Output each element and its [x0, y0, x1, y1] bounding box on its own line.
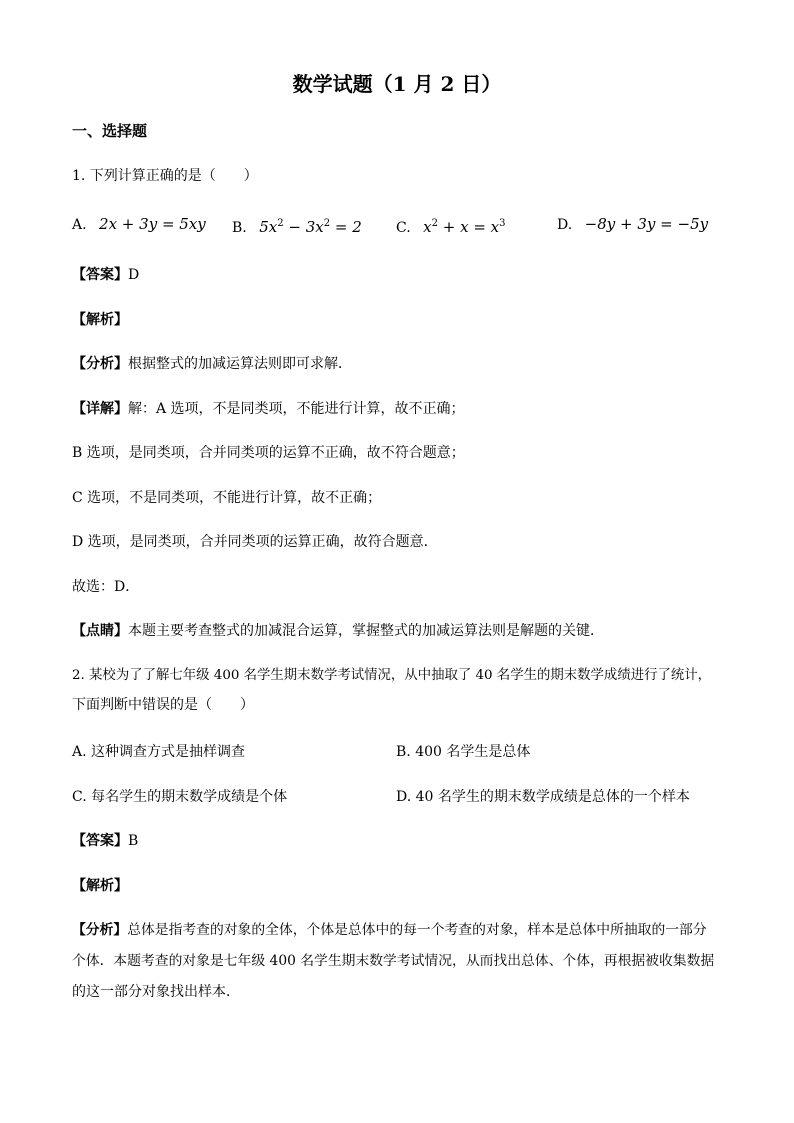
question-2-stem-line-1: 2. 某校为了了解七年级 400 名学生期末数学考试情况，从中抽取了 40 名学生的期末数学成绩进行了统计，: [72, 668, 712, 683]
q2-option-d: D. 40 名学生的期末数学成绩是总体的一个样本: [396, 789, 690, 805]
q1-option-d-math: −8y + 3y = −5y: [584, 215, 709, 233]
q1-fenxi-text: 根据整式的加减运算法则即可求解．: [128, 356, 352, 372]
q1-detail-c: C 选项，不是同类项，不能进行计算，故不正确；: [72, 490, 382, 506]
q2-option-b: B. 400 名学生是总体: [396, 744, 531, 760]
q1-xiangjie: [72, 399, 465, 419]
q1-detail-b: B 选项，是同类项，合并同类项的运算不正确，故不符合题意；: [72, 445, 465, 461]
q2-fenxi-line-3: 的这一部分对象找出样本．: [72, 984, 240, 1000]
q1-option-d: [557, 214, 708, 235]
q2-fenxi-tag: 【分析】: [72, 922, 128, 938]
q2-answer: [72, 831, 138, 851]
q1-option-b-math: $5x^2 - 3x^2 = 2$: [259, 218, 362, 236]
q1-answer-tag: 【答案】: [72, 267, 128, 283]
q2-answer-value: B: [128, 833, 139, 849]
q1-answer: [72, 265, 139, 285]
q1-option-c: [396, 214, 506, 238]
section-heading: 一、选择题: [72, 122, 148, 140]
q1-analysis: [72, 310, 128, 330]
q1-option-a-label: A.: [72, 217, 87, 233]
q1-option-b-label: B.: [232, 220, 247, 236]
q1-detail-d: D 选项，是同类项，合并同类项的运算正确，故符合题意．: [72, 534, 438, 550]
q1-fenxi: [72, 354, 352, 374]
q1-fenxi-tag: 【分析】: [72, 356, 128, 372]
q2-analysis-tag: 【解析】: [72, 878, 128, 894]
q1-choose: 故选：D．: [72, 579, 140, 595]
q1-option-a-math: 2x + 3y = 5xy: [99, 215, 206, 233]
question-2-stem-line-2: 下面判断中错误的是（ ）: [72, 697, 254, 713]
q1-option-b: [232, 214, 362, 238]
q1-dianjing: [72, 621, 604, 641]
q1-xiangjie-text: 解：A 选项，不是同类项，不能进行计算，故不正确；: [128, 401, 465, 417]
q2-fenxi-line-2: 个体．本题考查的对象是七年级 400 名学生期末数学考试情况，从而找出总体、个体，再根据被收集数据: [72, 953, 715, 969]
q2-option-a: A. 这种调查方式是抽样调查: [72, 744, 246, 760]
q1-dianjing-text: 本题主要考查整式的加减混合运算，掌握整式的加减运算法则是解题的关键．: [128, 623, 604, 639]
question-1-stem: 1. 下列计算正确的是（ ）: [72, 168, 258, 184]
q2-fenxi-line-1: [72, 920, 707, 940]
page-title: 数学试题（1 月 2 日）: [292, 72, 502, 96]
q1-option-a: [72, 214, 206, 235]
q2-option-c: C. 每名学生的期末数学成绩是个体: [72, 789, 288, 805]
q2-fenxi-text-1: 总体是指考查的对象的全体，个体是总体中的每一个考查的对象，样本是总体中所抽取的一部分: [127, 922, 707, 938]
q1-dianjing-tag: 【点睛】: [72, 623, 128, 639]
q2-answer-tag: 【答案】: [72, 833, 128, 849]
q1-xiangjie-tag: 【详解】: [72, 401, 128, 417]
q1-option-c-label: C.: [396, 220, 411, 236]
q1-analysis-tag: 【解析】: [72, 312, 128, 328]
q2-analysis: [72, 876, 128, 896]
q1-answer-value: D: [128, 267, 140, 283]
q1-option-d-label: D.: [557, 217, 573, 233]
q1-option-c-math: $x^2 + x = x^3$: [423, 218, 506, 236]
